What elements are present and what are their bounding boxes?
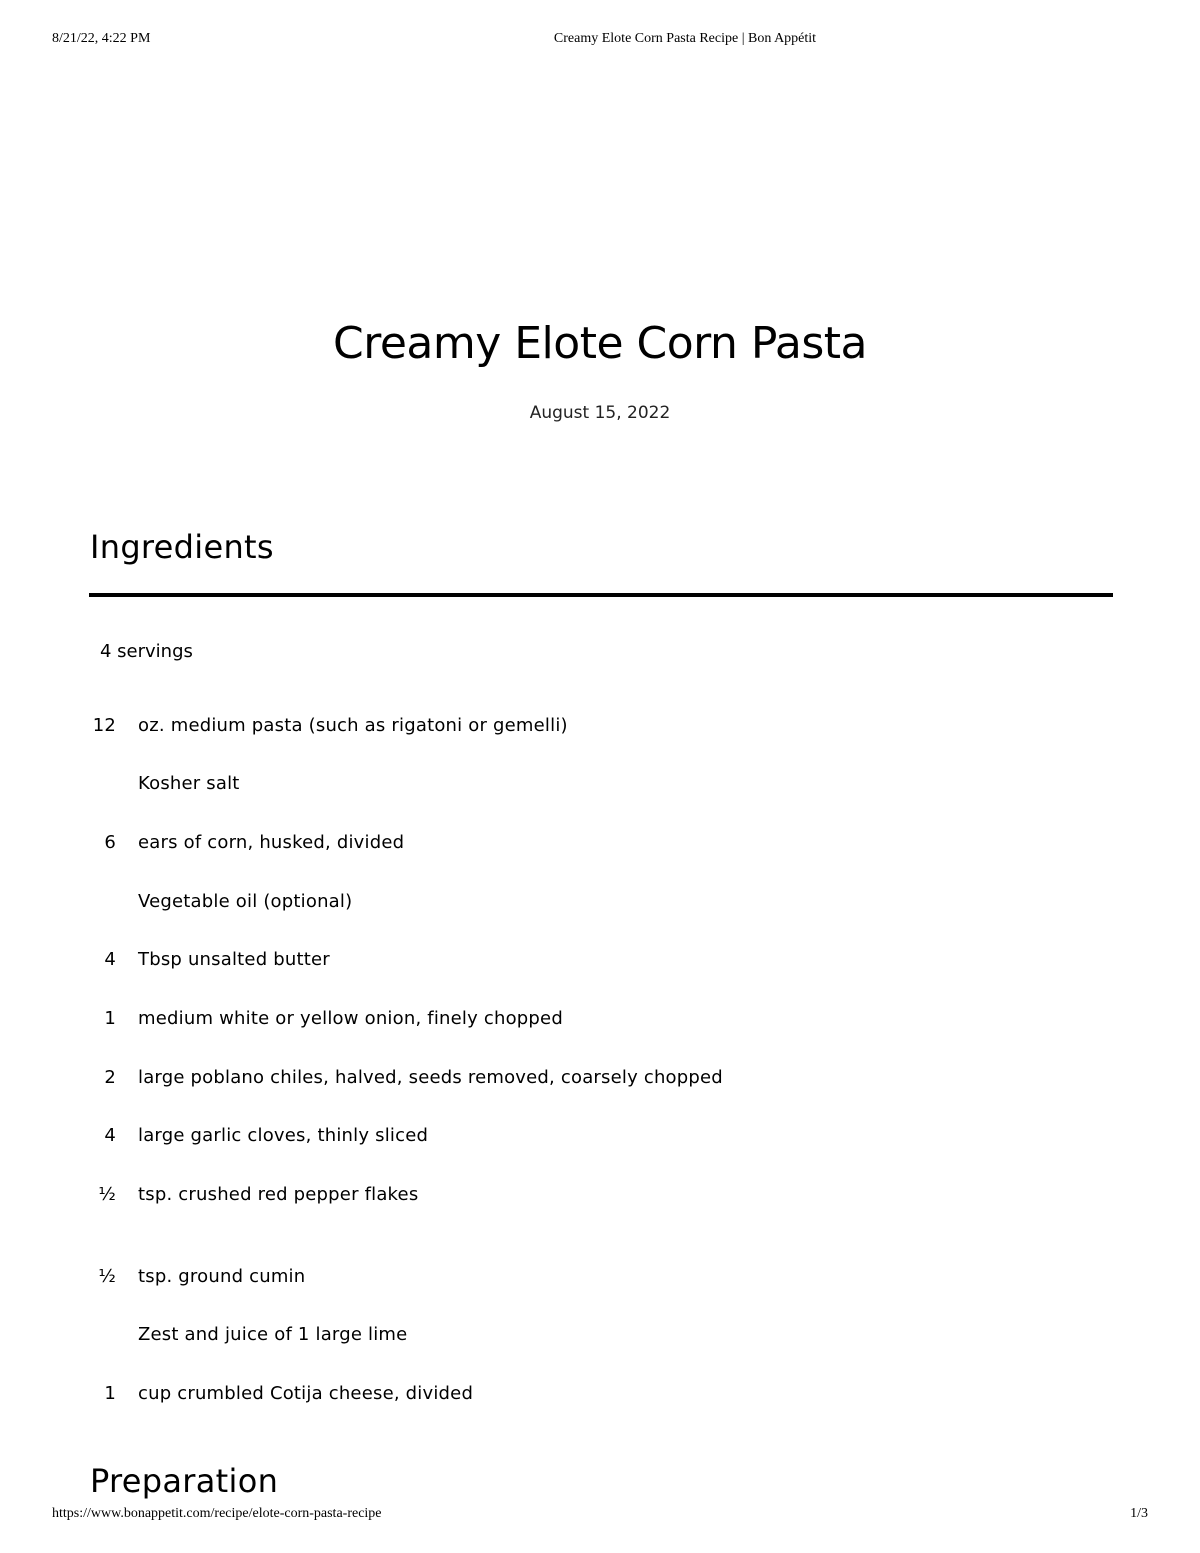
ingredient-description: large poblano chiles, halved, seeds removed, coarsely chopped xyxy=(138,1067,723,1088)
ingredient-item xyxy=(0,1184,900,1212)
ingredient-description: Kosher salt xyxy=(138,773,240,794)
ingredient-quantity: ½ xyxy=(98,1184,116,1205)
print-header-page-title: Creamy Elote Corn Pasta Recipe | Bon Appétit xyxy=(553,31,817,46)
print-header-datetime: 8/21/22, 4:22 PM xyxy=(52,31,151,46)
ingredient-quantity: 2 xyxy=(104,1067,116,1088)
ingredient-item xyxy=(0,1324,900,1352)
ingredient-quantity: 4 xyxy=(104,1125,116,1146)
print-footer-page-number: 1/3 xyxy=(1130,1506,1148,1521)
ingredient-quantity: ½ xyxy=(98,1266,116,1287)
ingredient-description: tsp. crushed red pepper flakes xyxy=(138,1184,419,1205)
servings-label: 4 servings xyxy=(100,641,193,662)
ingredient-quantity: 6 xyxy=(104,832,116,853)
ingredient-quantity: 1 xyxy=(104,1383,116,1404)
ingredient-description: Zest and juice of 1 large lime xyxy=(138,1324,408,1345)
section-divider xyxy=(89,593,1113,597)
recipe-date: August 15, 2022 xyxy=(529,403,671,423)
ingredient-description: Tbsp unsalted butter xyxy=(138,949,330,970)
ingredient-description: large garlic cloves, thinly sliced xyxy=(138,1125,429,1146)
ingredient-description: ears of corn, husked, divided xyxy=(138,832,405,853)
ingredient-item xyxy=(0,1067,900,1095)
print-footer-url: https://www.bonappetit.com/recipe/elote-corn-pasta-recipe xyxy=(52,1506,382,1521)
recipe-title: Creamy Elote Corn Pasta xyxy=(332,318,867,369)
ingredient-item xyxy=(0,832,900,860)
ingredient-description: cup crumbled Cotija cheese, divided xyxy=(138,1383,474,1404)
preparation-heading: Preparation xyxy=(90,1462,279,1500)
ingredient-item xyxy=(0,949,900,977)
ingredient-description: Vegetable oil (optional) xyxy=(138,891,353,912)
ingredient-description: medium white or yellow onion, finely chopped xyxy=(138,1008,563,1029)
ingredient-description: tsp. ground cumin xyxy=(138,1266,306,1287)
ingredient-description: oz. medium pasta (such as rigatoni or gemelli) xyxy=(138,715,568,736)
ingredient-item xyxy=(0,1008,900,1036)
ingredient-item xyxy=(0,773,900,801)
ingredient-quantity: 4 xyxy=(104,949,116,970)
ingredients-heading: Ingredients xyxy=(90,528,274,566)
ingredient-item xyxy=(0,891,900,919)
ingredient-item xyxy=(0,1125,900,1153)
ingredient-item xyxy=(0,1266,900,1294)
ingredient-item xyxy=(0,715,900,743)
ingredient-quantity: 12 xyxy=(92,715,116,736)
ingredient-item xyxy=(0,1383,900,1411)
ingredient-quantity: 1 xyxy=(104,1008,116,1029)
